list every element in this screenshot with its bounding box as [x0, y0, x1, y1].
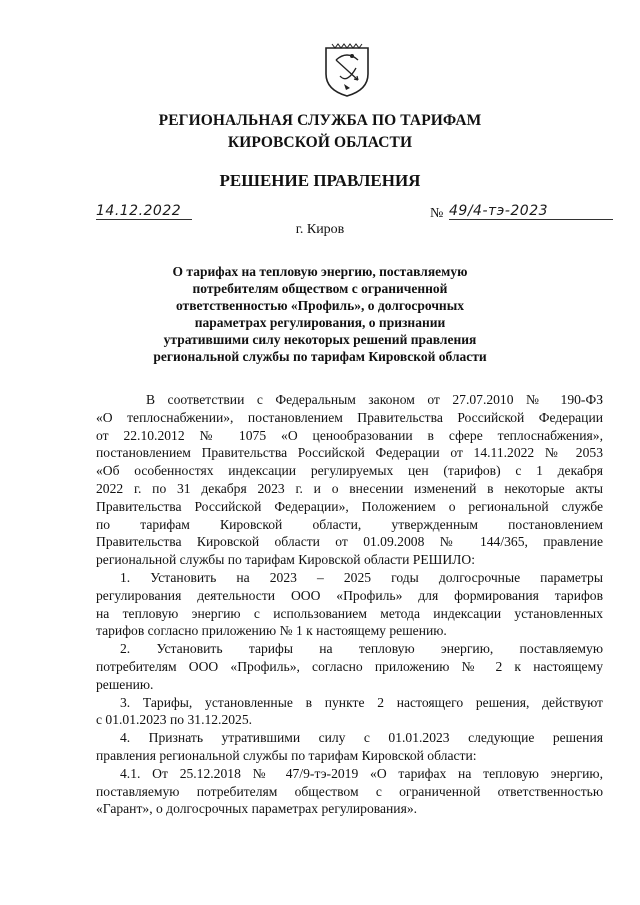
number-label: №: [430, 206, 444, 221]
body-line: 2022 г. по 31 декабря 2023 г. и о внесении изменений в некоторые акты: [96, 480, 603, 496]
title-line: потребителям обществом с ограниченной: [192, 281, 448, 296]
body-line: «О теплоснабжении», постановлением Правительства Российской Федерации: [96, 409, 603, 425]
title-line: О тарифах на тепловую энергию, поставляемую: [172, 264, 468, 279]
body-line: постановлением Правительства Российской Федерации от 14.11.2022 № 2053: [96, 445, 603, 461]
title-line: региональной службы по тарифам Кировской области: [153, 349, 487, 364]
body-line: тарифов согласно приложению № 1 к настоящему решению.: [96, 623, 447, 639]
body-line: В соответствии с Федеральным законом от 27.07.2010 № 190-ФЗ: [146, 392, 603, 407]
body-line: решению.: [96, 676, 154, 692]
body-line: Правительства Кировской области от 01.09.2008 № 144/365, правление: [96, 534, 603, 550]
document-type: РЕШЕНИЕ ПРАВЛЕНИЯ: [219, 171, 421, 190]
body-line: 4. Признать утратившими силу с 01.01.2023 следующие решения: [120, 730, 603, 746]
document-number: 49/4-тэ-2023: [449, 203, 613, 220]
title-line: утратившими силу некоторых решений правления: [163, 332, 477, 347]
body-line: «Гарант», о долгосрочных параметрах регулирования».: [96, 801, 418, 817]
body-line: с 01.01.2023 по 31.12.2025.: [96, 712, 253, 728]
organization-name-line1: РЕГИОНАЛЬНАЯ СЛУЖБА ПО ТАРИФАМ: [158, 112, 482, 129]
document-city: г. Киров: [295, 222, 345, 237]
document-date: 14.12.2022: [96, 203, 192, 220]
body-line: по тарифам Кировской области, утвержденным постановлением: [96, 516, 603, 532]
organization-name-line2: КИРОВСКОЙ ОБЛАСТИ: [227, 134, 413, 151]
body-line: потребителям ООО «Профиль», согласно приложению № 2 к настоящему: [96, 658, 603, 674]
body-line: 4.1. От 25.12.2018 № 47/9-тэ-2019 «О тарифах на тепловую энергию,: [120, 765, 603, 781]
title-line: параметрах регулирования, о признании: [194, 315, 446, 330]
body-line: 3. Тарифы, установленные в пункте 2 настоящего решения, действуют: [120, 694, 603, 710]
body-line: Правительства Российской Федерации», Положением о региональной службе: [96, 498, 603, 514]
body-line: «Об особенностях индексации регулируемых цен (тарифов) с 1 декабря: [96, 463, 603, 479]
body-line: от 22.10.2012 № 1075 «О ценообразовании в сфере теплоснабжения»,: [96, 427, 603, 443]
coat-of-arms-icon: [322, 40, 372, 98]
body-line: 2. Установить тарифы на тепловую энергию, поставляемую: [120, 641, 603, 657]
body-line: региональной службы по тарифам Кировской области РЕШИЛО:: [96, 552, 475, 568]
body-line: на тепловую энергию с использованием метода индексации установленных: [96, 605, 603, 621]
body-line: поставляемую потребителям обществом с ограниченной ответственностью: [96, 783, 603, 799]
body-line: 1. Установить на 2023 – 2025 годы долгосрочные параметры: [120, 569, 603, 585]
title-line: ответственностью «Профиль», о долгосрочных: [175, 298, 464, 313]
document-body: [96, 391, 603, 818]
body-line: правления региональной службы по тарифам Кировской области:: [96, 747, 477, 763]
body-line: регулирования деятельности ООО «Профиль» для формирования тарифов: [96, 587, 603, 603]
document-title: [150, 263, 490, 365]
